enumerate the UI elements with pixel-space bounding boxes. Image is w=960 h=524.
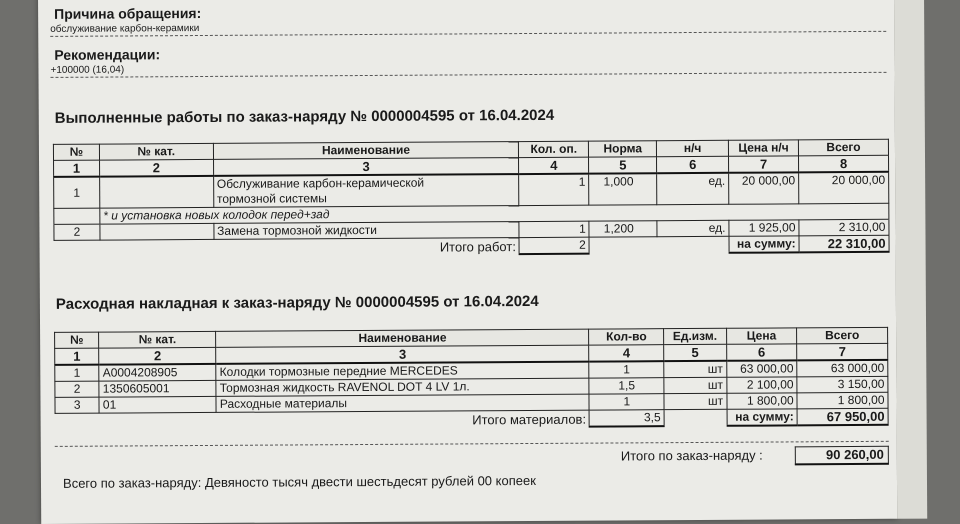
row-cat — [100, 223, 214, 240]
works-header-cat: № кат. — [99, 143, 213, 160]
works-colnum: 4 — [519, 157, 589, 174]
works-total-qty: 2 — [519, 237, 589, 254]
materials-colnum: 1 — [55, 348, 99, 365]
works-header-name: Наименование — [213, 142, 519, 160]
row-name-line1: Обслуживание карбон-керамической — [216, 175, 425, 191]
row-name — [213, 174, 519, 207]
works-header-nh: н/ч — [657, 140, 729, 156]
materials-colnum: 6 — [726, 344, 797, 361]
row-unit: ед. — [657, 173, 729, 205]
row-total: 1 800,00 — [797, 392, 888, 409]
works-colnum: 8 — [799, 155, 889, 172]
row-number: 3 — [55, 397, 99, 413]
works-table — [53, 139, 890, 258]
works-total-spacer — [589, 236, 729, 253]
reason-value: обслуживание карбон-керамики — [50, 23, 200, 35]
works-colnum: 3 — [213, 158, 519, 176]
row-norm: 1,200 — [589, 221, 657, 237]
row-unit: шт — [664, 361, 727, 378]
row-unit: шт — [664, 393, 727, 409]
row-name: Тормозная жидкость RAVENOL DOT 4 LV 1л. — [216, 378, 589, 396]
works-colnum: 1 — [54, 160, 100, 177]
materials-colnum: 7 — [797, 343, 888, 360]
materials-header-n: № — [55, 332, 99, 348]
works-header-n: № — [53, 144, 99, 160]
materials-sum-value: 67 950,00 — [797, 408, 888, 425]
works-colnum: 6 — [657, 156, 729, 173]
materials-table — [54, 327, 889, 431]
works-colnum: 7 — [729, 156, 799, 173]
table-row — [54, 172, 889, 209]
row-norm: 1,000 — [589, 173, 657, 205]
row-name: Колодки тормозные передние MERCEDES — [216, 362, 589, 381]
materials-heading: Расходная накладная к заказ-наряду № 0000004595 от 16.04.2024 — [55, 292, 539, 313]
row-cat: A0004208905 — [99, 364, 216, 381]
grand-total-label: Итого по заказ-наряду : — [620, 447, 763, 464]
reason-label: Причина обращения: — [54, 5, 202, 22]
works-sum-label: на сумму: — [729, 236, 799, 253]
page-edge — [894, 0, 927, 519]
materials-header-name: Наименование — [216, 329, 589, 347]
materials-total-qty: 3,5 — [590, 410, 665, 427]
materials-total-label: Итого материалов: — [472, 411, 587, 427]
works-colnum: 2 — [99, 159, 213, 176]
materials-colnum: 4 — [589, 345, 664, 362]
row-total: 3 150,00 — [797, 376, 888, 393]
row-price: 20 000,00 — [729, 172, 799, 204]
document-sheet — [38, 0, 897, 524]
works-heading: Выполненные работы по заказ-наряду № 0000004595 от 16.04.2024 — [54, 106, 555, 127]
row-qty: 1 — [519, 174, 589, 206]
materials-header-qty: Кол-во — [589, 329, 664, 345]
works-colnum: 5 — [589, 157, 657, 174]
recommendations-value: +100000 (16,04) — [50, 64, 125, 76]
row-number: 1 — [54, 177, 100, 209]
row-price: 1 800,00 — [727, 393, 798, 409]
row-name: Замена тормозной жидкости — [214, 222, 520, 240]
grand-total-separator — [55, 441, 889, 447]
row-qty: 1 — [589, 394, 664, 410]
materials-header-unit: Ед.изм. — [664, 328, 727, 344]
row-qty: 1 — [519, 221, 589, 237]
materials-header-price: Цена — [726, 328, 797, 344]
row-cat: 01 — [99, 396, 216, 413]
total-in-words: Всего по заказ-наряду: Девяносто тысяч двести шестьдесят рублей 00 копеек — [62, 472, 536, 491]
row-number: 2 — [55, 381, 99, 397]
row-cat — [100, 176, 214, 208]
row-qty: 1,5 — [589, 378, 664, 394]
materials-sum-label: на сумму: — [727, 409, 798, 426]
works-header-total: Всего — [798, 139, 888, 156]
works-total-label: Итого работ: — [439, 238, 516, 255]
row-unit: ед. — [657, 220, 729, 236]
materials-colnum: 2 — [99, 347, 216, 364]
materials-colnum: 5 — [664, 344, 727, 361]
row-cat: 1350605001 — [99, 380, 216, 397]
materials-total-spacer — [664, 409, 727, 426]
works-header-price: Цена н/ч — [728, 140, 798, 156]
row-unit: шт — [664, 377, 727, 393]
row-number: 2 — [54, 224, 100, 240]
row-price: 2 100,00 — [726, 377, 797, 393]
row-name: Расходные материалы — [216, 394, 589, 412]
row-total: 2 310,00 — [799, 219, 889, 236]
row-name-line2: тормозной системы — [216, 191, 327, 206]
row-number: 1 — [55, 365, 99, 382]
recommendations-label: Рекомендации: — [54, 46, 161, 63]
row-price: 63 000,00 — [726, 360, 797, 377]
grand-total-value: 90 260,00 — [795, 446, 889, 466]
works-sum-value: 22 310,00 — [799, 235, 889, 252]
row-total: 20 000,00 — [799, 172, 889, 204]
row-note: * и установка новых колодок перед+зад — [100, 203, 889, 224]
recommendations-line — [51, 72, 887, 78]
row-total: 63 000,00 — [797, 360, 888, 377]
materials-colnum: 3 — [216, 345, 589, 364]
works-header-norm: Норма — [589, 141, 657, 157]
materials-header-total: Всего — [797, 327, 888, 344]
note-empty — [54, 208, 100, 224]
works-header-qty: Кол. оп. — [519, 141, 589, 157]
row-qty: 1 — [589, 361, 664, 378]
row-price: 1 925,00 — [729, 220, 799, 236]
materials-header-cat: № кат. — [99, 331, 216, 348]
